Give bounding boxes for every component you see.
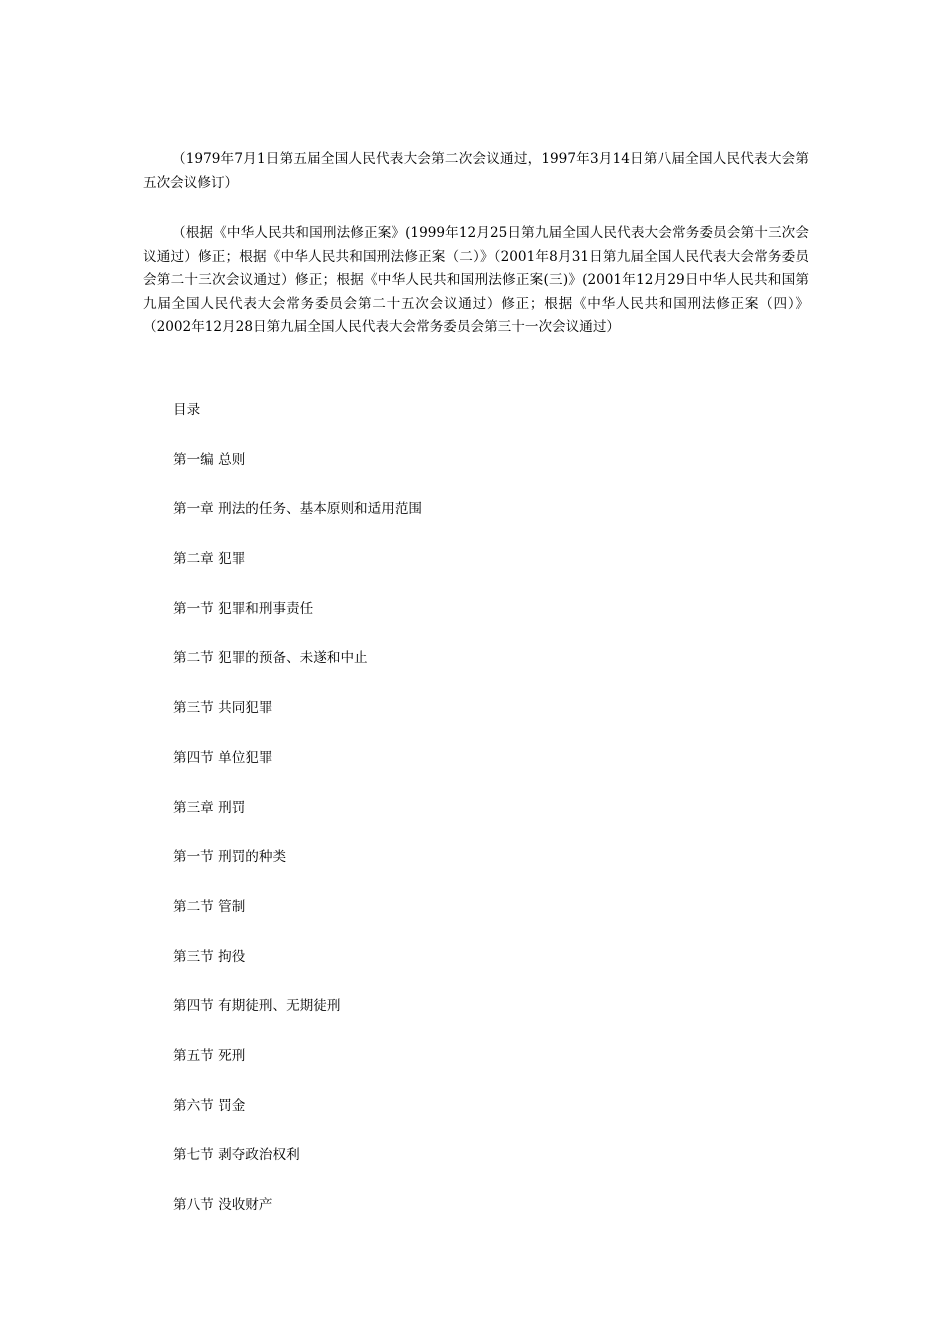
toc-item: 第二节 犯罪的预备、未遂和中止 [173, 650, 368, 667]
toc-item: 第四节 有期徒刑、无期徒刑 [173, 998, 341, 1015]
table-of-contents [173, 398, 422, 1243]
amendment-note-paragraph: （根据《中华人民共和国刑法修正案》(1999年12月25日第九届全国人民代表大会常务委员会第十三次会议通过）修正；根据《中华人民共和国刑法修正案（二）》（2001年8月31日第九届全国人民代表大会常务委员会第二十三次会议通过）修正；根据《中华人民共和国刑法修正案(三)》(2001年12月29日中华人民共和国第九届全国人民代表大会常务委员会第二十五次会议通过）修正；根据《中华人民共和国刑法修正案（四）》（2002年12月28日第九届全国人民代表大会常务委员会第三十一次会议通过） [143, 225, 809, 336]
toc-heading: 目录 [173, 402, 201, 418]
toc-item: 第三章 刑罚 [173, 799, 246, 816]
toc-item: 第八节 没收财产 [173, 1197, 273, 1213]
toc-item: 第二节 管制 [173, 898, 246, 915]
toc-item: 第三节 拘役 [173, 948, 246, 965]
toc-item: 第四节 单位犯罪 [173, 749, 273, 766]
toc-item: 第一节 犯罪和刑事责任 [173, 600, 314, 617]
toc-item: 第二章 犯罪 [173, 551, 246, 568]
adoption-note-paragraph: （1979年7月1日第五届全国人民代表大会第二次会议通过，1997年3月14日第八届全国人民代表大会第五次会议修订） [143, 151, 809, 191]
toc-item: 第三节 共同犯罪 [173, 700, 273, 717]
toc-item: 第一节 刑罚的种类 [173, 849, 287, 866]
toc-item: 第六节 罚金 [173, 1097, 246, 1114]
toc-item: 第一章 刑法的任务、基本原则和适用范围 [173, 501, 423, 518]
toc-item: 第五节 死刑 [173, 1047, 246, 1064]
toc-item: 第一编 总则 [173, 451, 246, 468]
toc-item: 第七节 剥夺政治权利 [173, 1147, 300, 1164]
